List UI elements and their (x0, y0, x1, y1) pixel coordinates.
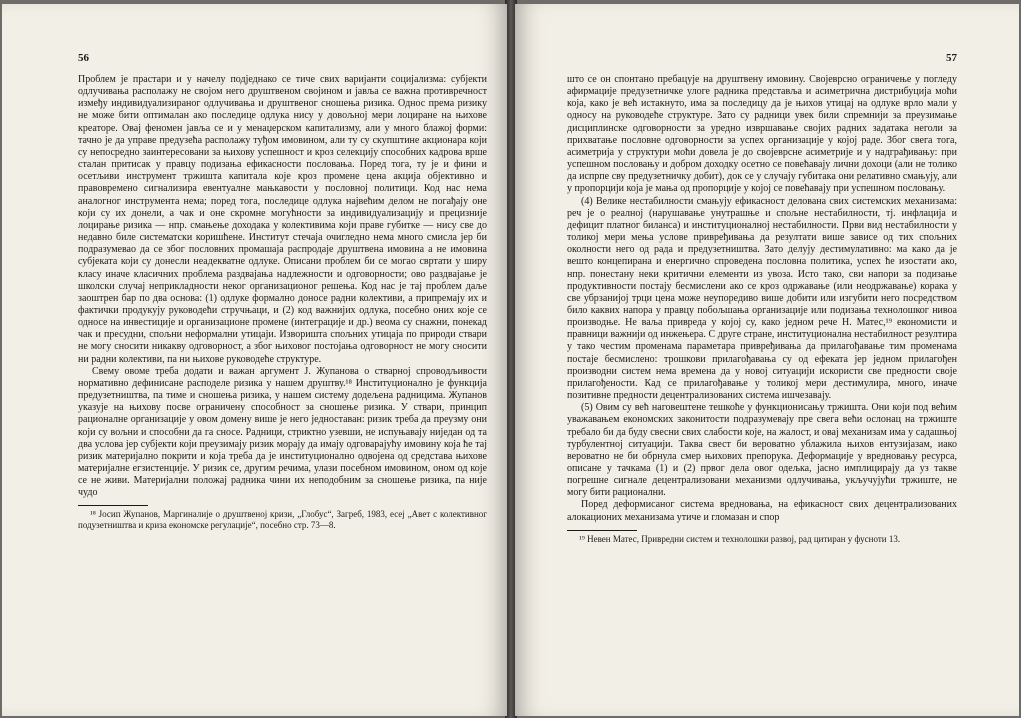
footnote-rule (78, 505, 148, 506)
footnote: ¹⁹ Невен Матес, Привредни систем и технолошки развој, рад цитиран у фусноти 13. (579, 533, 901, 544)
footnote: ¹⁸ Јосип Жупанов, Маргиналије о друштвеној кризи, „Глобус“, Загреб, 1983, есеј „Авет с колективног подузетништва и криза економске регулације“, посебно стр. 73—8. (78, 509, 487, 530)
page-number: 56 (78, 52, 89, 64)
body-text (78, 74, 487, 499)
paragraph: (5) Овим су већ наговештене тешкоће у функционисању тржишта. Они који под већим уважавањем економских законитости подразумевају пре свега већи ослонац на тржиште требало би да буду свесни свих слабости које, на жалост, и овај механизам има у садашњој турбулентној ситуацији. Таква свест би вероватно ублажила њихов ентузијазам, иако вероватно не би обрнула смер њихових препорука. Деформације у вредновању ресурса, описане у тачкама (1) и (2) првог дела овог одељка, јасно имплицирају да уз такве погрешне сигнале децентрализовани механизми одлучивања, укључујући тржиште, не могу бити рационални. (567, 402, 957, 499)
paragraph: (4) Велике нестабилности смањују ефикасност делована свих системских механизама: реч је о реалној (нарушавање унутрашње и спољне нестабилности, тј. инфлација и дефицит платног биланса) и институционалној нестабилности. Први вид нестабилности у толикој мери мења услове привређивања да резултати више зависе од тих спољних околности него од рада и предузетништва. Зато делују дестимулативно: ма како да је вешто концепирана и енергично спроведена пословна политика, успех ће изостати ако, нпр. понестану неки критични елементи из увоза. Исто тако, сви напори за подизање продуктивности постају бесмислени ако се кроз одржавање (или неодржавање) корака у све убрзанијој трци цена може неупоредиво више добити или изгубити него посредством било каквих напора у правцу побољшања организације или подизања технолошког нивоа производње. Не ваља привреда у којој су, како једном рече Н. Матес,¹⁹ економисти и правници важнији од инжењера. С друге стране, институционална нестабилност резултира у тако честим променама параметара привређивања да прилагођавање тим променама постаје бесмислено: трошкови прилагођавања су од ефеката јер једном прилагођен производни систем нема времена да у новој ситуацији искористи све предности своје прилагођености. Кад се прилагођавање у толикој мери дестимулира, много, иначе позитивне предности децентрализованих система ишчезавају. (567, 195, 957, 402)
footnote-rule (567, 530, 637, 531)
paragraph: Поред деформисаног система вредновања, на ефикасност свих децентрализованих алокационих механизама утиче и гломазан и спор (567, 499, 957, 523)
paragraph: Свему овоме треба додати и важан аргумент Ј. Жупанова о стварној спроводљивости нормативно дефинисане расподеле ризика у нашем друштву.¹⁸ Институционално је функција предузетништва, па тиме и сношења ризика, у нашем систему додељена радницима. Жупанов указује на њихову посве ограничену способност за сношење ризика. У ствари, принцип рационалне организације у овом домену више је него једноставан: ризик треба да преузму они који су вољни и способни да га сносе. Радници, стриктно узевши, не испуњавају ниједан од та два услова јер субјекти који преузимају ризик морају да имају одговарајућу имовину која ће тај ризик материјално покрити и која треба да је институционално одвојена од средстава њихове материјалне егзистенције. У ризик се, другим речима, улази посебном имовином, оном од које се не живи. Материјални положај радника чини их неподобним за сношење ризика, па није чудо (78, 365, 487, 499)
left-page (2, 4, 507, 716)
body-text (567, 74, 957, 524)
page-number: 57 (946, 52, 957, 64)
right-page (515, 4, 1019, 716)
paragraph: што се он спонтано пребацује на друштвену имовину. Својеврсно ограничење у погледу афирмације предузетничке улоге радника представља и асиметрична дистрибуција моћи која, како је већ истакнуто, има за последицу да је њихов утицај на одлуке врло мали у односу на руководеће структуре. Зато су радници увек били спремнији за преузимање дисциплинске одговорности за уредно извршавање својих радних задатака неголи за прихватање пословне одговорности за успех организације у којој раде. Због свега тога, асиметрија у структури моћи довела је до својеврсне асиметрије и у надграђивању: при успешном пословању и добром доходку осетно се повећавају лични дохоци (али не толико да испрпе сву предузетничку добит), док се у случају губитака они релативно смањују, али у пропорцији која је мања од пропорције у којој се повећавају при успешном пословању. (567, 74, 957, 195)
paragraph: Проблем је прастари и у начелу подједнако се тиче свих варијанти социјализма: субјекти одлучивања располажу не својом него друштвеном својином и јавља се важна противречност између индивидуализираног одлучивања и друштвеног сношења ризика. Однос према ризику не може бити оптималан ако последице одлука нису у довољној мери лоциране на њихове креаторе. Овај феномен јавља се и у менаџерском капитализму, али у много блажој форми: тачно је да управе предузећа располажу туђом имовином, али ту су скупштине акционара који су непосредно заинтересовани за њихову успешност и кроз селекцију способних кадрова врше сталан притисак у правцу подизања ефикасности пословања. Поред тога, ту је и фини и осетљиви инструмент тржишта капитала које кроз промене цена акција објективно и правовременo сигнализира евентуалне мањкавости у пословној политици. Код нас нема аналогног инструмента нема; поред тога, последице одлука највећим делом не погађају оне који су их донели, а чак и оне скромне могућности за индивидуализацију и прецизније лоцирање ризика — нпр. смањење доходака у колективима који праве губитке — нису све до недавно биле систематски коришћене. Институт стечаја очигледно нема много смисла јер би подразумевао да се због пословних промашаја распродаје друштвена имовина а не имовина субјеката који су донесли неадекватне одлуке. Описани проблем би се могао свртати у ширу класу иначе класичних проблема раздвајања надлежности и одговорности; ово раздвајање је школски случај неприкладности неког организационог решења. Код нас је тај проблем даље заоштрен бар по два основа: (1) одлуке формално доносе радни колективи, а припремају их и фактички продукују руководећи стручњаци, и (2) код важнијих одлука, посебно оних које се односе на инвестиције и организационе промене (интеграције и др.) веома су снажни, понекад чак и пресудни, спољни неформални утицаји. Изворишта спољних утицаја по природи ствари не могу сносити никакву одговорност, а због њиховог постојања одговорност не могу сносити ни радни колективи, па ни њихове руководеће структуре. (78, 74, 487, 365)
